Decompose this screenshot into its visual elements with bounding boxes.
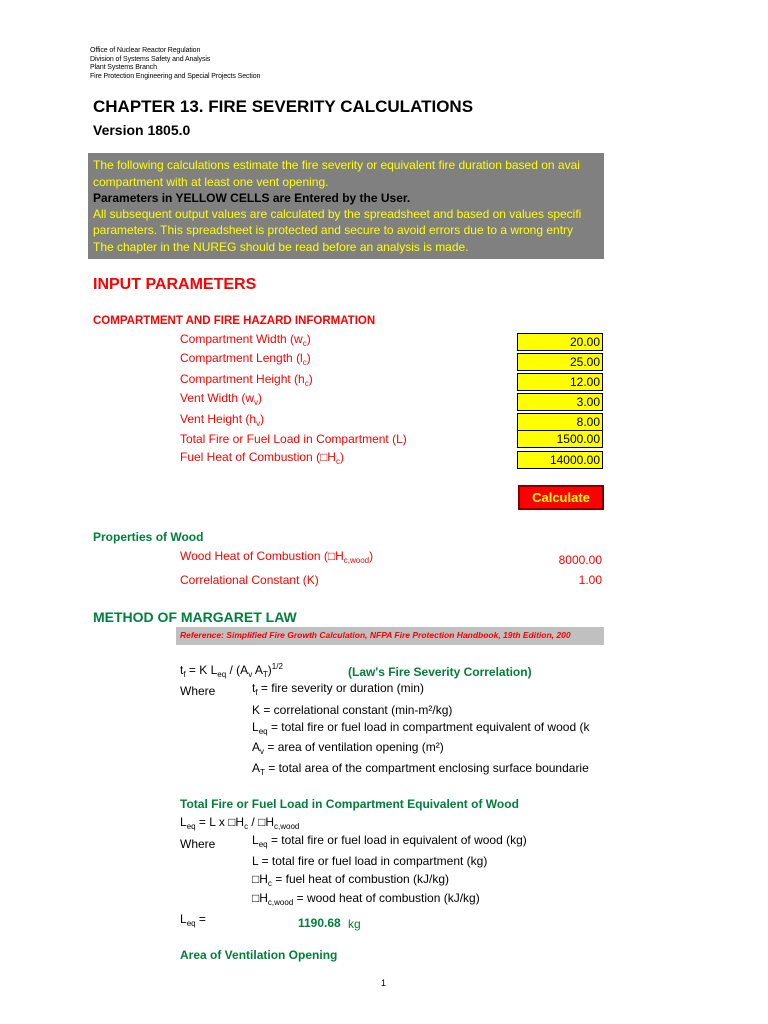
wood-heat-label: Wood Heat of Combustion $(□H_{c,wood})$ (180, 549, 374, 565)
intro-line-2: compartment with at least one vent opening. (93, 175, 329, 189)
param-input-0[interactable]: 20.00 (517, 333, 603, 351)
org-line-4: Fire Protection Engineering and Special Projects Section (90, 73, 261, 80)
page-number: 1 (381, 978, 387, 988)
org-line-1: Office of Nuclear Reactor Regulation (90, 47, 201, 54)
leq-def-hcwood: $□H_{c,wood}$ = wood heat of combustion (kJ/kg) (252, 891, 480, 907)
calculate-button[interactable]: Calculate (518, 485, 604, 510)
leq-def-l: L = total fire or fuel load in compartment (kg) (252, 854, 488, 868)
law-formula-name: (Law's Fire Severity Correlation) (348, 665, 532, 679)
org-line-3: Plant Systems Branch (90, 64, 157, 71)
wood-heat-value: 8000.00 (558, 553, 602, 567)
param-input-2[interactable]: 12.00 (517, 373, 603, 391)
leq-result-value: 1190.68 (298, 916, 341, 930)
input-parameters-heading: INPUT PARAMETERS (93, 276, 257, 293)
reference-bar (176, 627, 604, 645)
param-label-3: Vent Width $(w_v)$ (180, 391, 263, 407)
param-input-4[interactable]: 8.00 (517, 413, 603, 431)
param-label-4: Vent Height $(h_v)$ (180, 412, 265, 428)
law-formula: $t_f = K$ $L_{eq} / (A_v$ $A_T)^{1/2}$ (180, 662, 283, 679)
leq-heading: Total Fire or Fuel Load in Compartment Equivalent of Wood (180, 797, 519, 811)
vent-area-heading: Area of Ventilation Opening (180, 948, 338, 962)
leq-formula: $L_{eq} = L$ x $□H_c$ / $□H_{c,wood}$ (180, 815, 300, 831)
intro-line-5: parameters. This spreadsheet is protected and secure to avoid errors due to a wrong entry (93, 223, 574, 237)
law-def-at: $A_T$ = total area of the compartment enclosing surface boundarie (252, 761, 589, 777)
leq-result-unit: kg (348, 917, 361, 931)
leq-def-leq: $L_{eq}$ = total fire or fuel load in equivalent of wood (kg) (252, 833, 527, 849)
reference-text: Reference: Simplified Fire Growth Calculation, NFPA Fire Protection Handbook, 19th Edition, 200 (180, 630, 571, 640)
law-def-tf: $t_f$ = fire severity or duration (min) (252, 681, 424, 697)
wood-properties-heading: Properties of Wood (93, 530, 204, 544)
param-input-6[interactable]: 14000.00 (517, 451, 603, 469)
leq-def-hc: $□H_c$ = fuel heat of combustion (kJ/kg) (252, 872, 450, 888)
org-line-2: Division of Systems Safety and Analysis (90, 56, 211, 63)
leq-result-label: $L_{eq}$ = (180, 912, 206, 928)
correlational-constant-value: 1.00 (578, 573, 602, 587)
param-input-3[interactable]: 3.00 (517, 393, 603, 411)
param-label-0: Compartment Width $(w_c)$ (180, 332, 311, 348)
param-label-1: Compartment Length $(l_c)$ (180, 351, 311, 367)
correlational-constant-label: Correlational Constant (K) (180, 573, 319, 587)
law-def-k: K = correlational constant (min-m²/kg) (252, 703, 453, 717)
law-def-av: $A_v$ = area of ventilation opening (m²) (252, 740, 444, 756)
param-label-2: Compartment Height $(h_c)$ (180, 372, 313, 388)
law-def-leq: $L_{eq}$ = total fire or fuel load in compartment equivalent of wood (k (252, 720, 590, 736)
compartment-info-heading: COMPARTMENT AND FIRE HAZARD INFORMATION (93, 315, 376, 327)
margaret-law-heading: METHOD OF MARGARET LAW (93, 609, 297, 625)
law-where: Where (180, 684, 216, 698)
intro-line-6: The chapter in the NUREG should be read before an analysis is made. (93, 240, 469, 254)
param-input-1[interactable]: 25.00 (517, 353, 603, 371)
intro-line-3: Parameters in YELLOW CELLS are Entered by the User. (93, 191, 411, 205)
leq-where: Where (180, 837, 216, 851)
param-label-6: Fuel Heat of Combustion $(□H_c)$ (180, 450, 344, 466)
version-label: Version 1805.0 (93, 122, 191, 138)
intro-line-4: All subsequent output values are calculated by the spreadsheet and based on values specifi (93, 207, 582, 221)
param-label-5: Total Fire or Fuel Load in Compartment (L) (180, 432, 407, 446)
param-input-5[interactable]: 1500.00 (517, 430, 603, 448)
intro-box (88, 153, 604, 259)
intro-line-1: The following calculations estimate the fire severity or equivalent fire duration based on avai (93, 158, 580, 172)
chapter-title: CHAPTER 13. FIRE SEVERITY CALCULATIONS (93, 97, 474, 116)
